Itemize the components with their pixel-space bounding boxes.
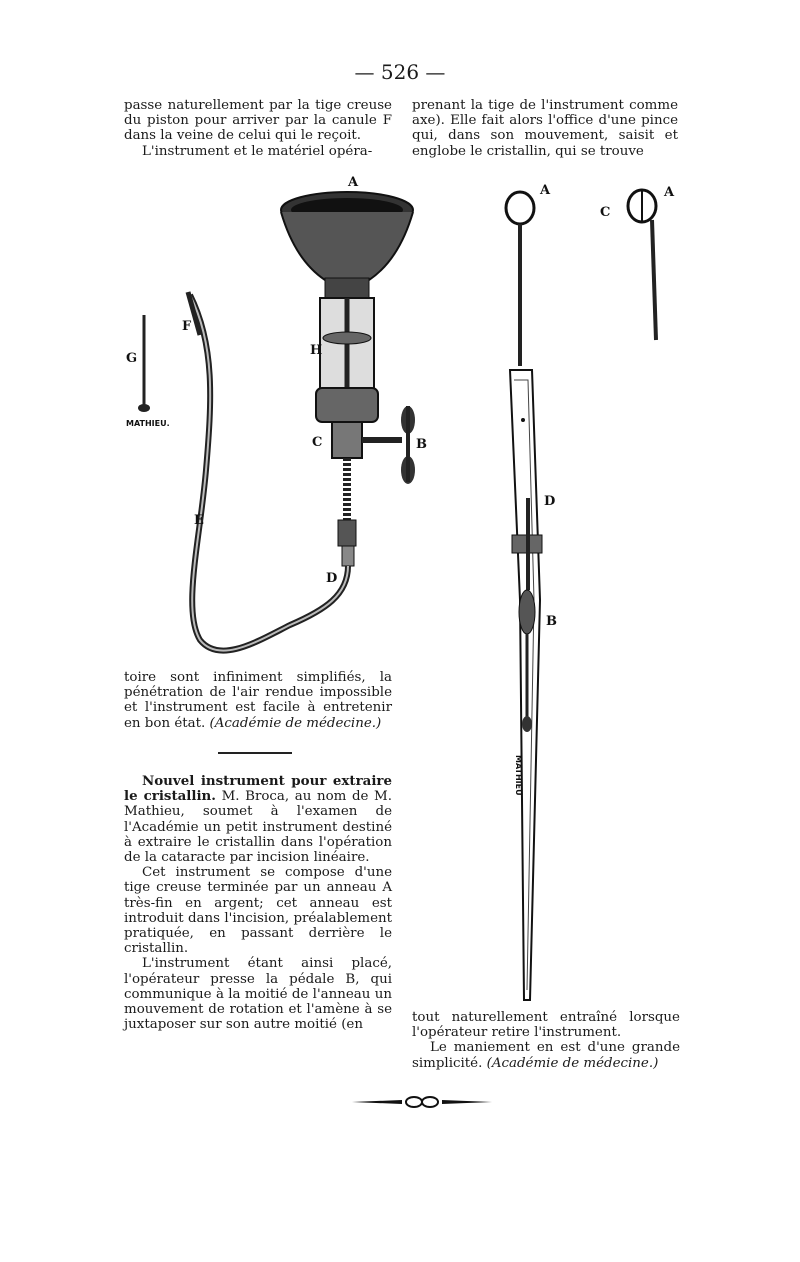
paragraph: Cet instrument se compose d'une tige creuse terminée par un anneau A très-fin en argent; cet anneau est introduit dans l'incision, préalablement pratiquée, en passant derrière le cristallin. xyxy=(124,865,392,957)
paragraph: M. Broca, au nom de M. Mathieu, soumet à l'examen de l'Académie un petit instrument destiné à extraire le cristallin dans l'opération de la cataracte par incision linéaire. xyxy=(124,789,392,866)
ornament-divider xyxy=(352,1094,492,1110)
label-A: A xyxy=(540,183,551,198)
left-mid-text xyxy=(124,670,392,731)
paragraph: toire sont infiniment simplifiés, la pénétration de l'air rendue impossible et l'instrument est facile à entretenir en bon état. xyxy=(124,670,392,731)
label-E: E xyxy=(194,513,204,528)
maker-mark: MATHIEU xyxy=(514,755,523,796)
divider xyxy=(218,752,292,754)
label-B: B xyxy=(416,437,427,452)
label-C: C xyxy=(312,435,323,450)
source-citation: (Académie de médecine.) xyxy=(486,1055,659,1071)
label-A: A xyxy=(348,175,359,190)
paragraph: Le maniement en est d'une grande simplicité. xyxy=(412,1040,680,1071)
paragraph: tout naturellement entraîné lorsque l'opérateur retire l'instrument. xyxy=(412,1010,680,1041)
label-F: F xyxy=(182,319,192,334)
label-C: C xyxy=(600,205,611,220)
paragraph: L'instrument étant ainsi placé, l'opérateur presse la pédale B, qui communique à la moitié de l'anneau un mouvement de rotation et l'amène à se juxtaposer sur son autre moitié (en xyxy=(124,956,392,1033)
right-top-text xyxy=(412,98,678,159)
right-bottom-text xyxy=(412,1010,680,1071)
label-D: D xyxy=(544,494,556,509)
label-D: D xyxy=(326,571,338,586)
paragraph: passe naturellement par la tige creuse du piston pour arriver par la canule F dans la veine de celui qui le reçoit. xyxy=(124,98,392,144)
label-H: H xyxy=(310,343,323,358)
label-G: G xyxy=(126,351,138,366)
maker-mark: MATHIEU. xyxy=(126,419,170,428)
page-number: — 526 — xyxy=(354,60,446,84)
label-B: B xyxy=(546,614,557,629)
article-title: Nouvel instrument pour extraire le cristallin. xyxy=(124,773,392,805)
label-A-detail: A xyxy=(664,185,675,200)
source-citation: (Académie de médecine.) xyxy=(209,715,382,731)
article xyxy=(124,774,392,1032)
transfusion-apparatus-figure xyxy=(120,170,427,670)
left-top-text xyxy=(124,98,392,159)
cataract-instrument-figure xyxy=(490,180,690,1010)
paragraph: prenant la tige de l'instrument comme axe). Elle fait alors l'office d'une pince qui, dans son mouvement, saisit et englobe le cristallin, qui se trouve xyxy=(412,98,678,159)
paragraph: L'instrument et le matériel opéra- xyxy=(142,143,373,159)
